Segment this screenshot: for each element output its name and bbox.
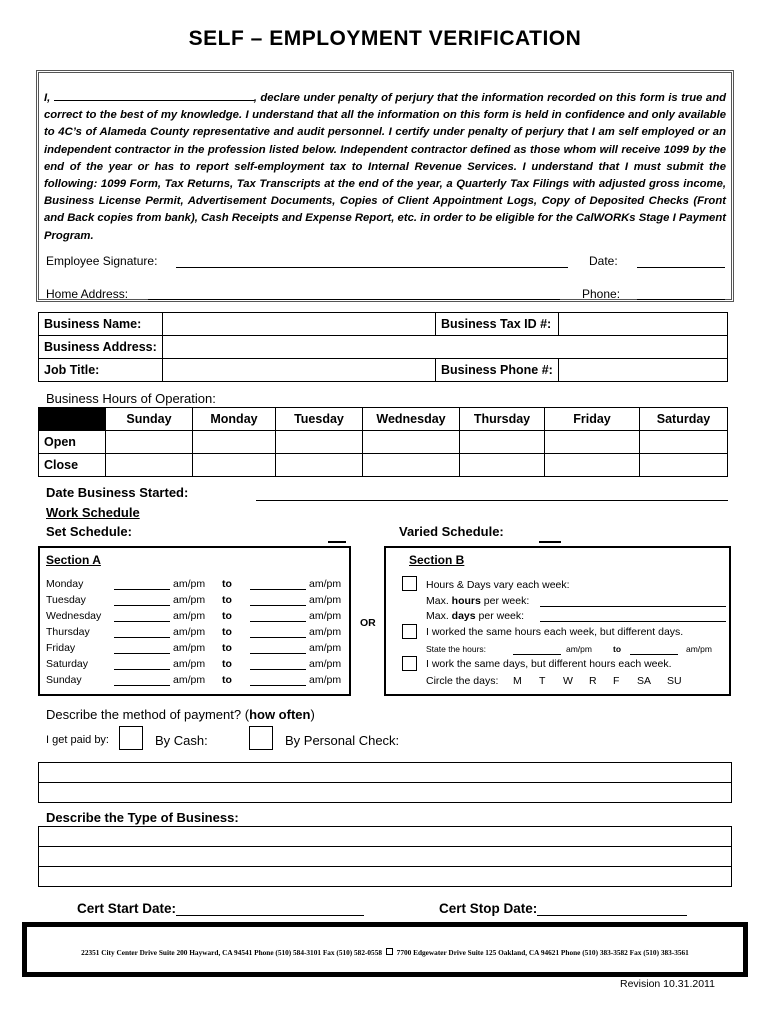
section-a-ampm-from: am/pm [173, 642, 206, 654]
same-hours-label: I worked the same hours each week, but different days. [426, 626, 684, 638]
state-hours-ampm-2: am/pm [686, 644, 712, 654]
business-type-label: Describe the Type of Business: [46, 810, 239, 825]
section-a-to: to [222, 626, 232, 638]
open-sunday-cell[interactable] [106, 431, 193, 454]
max-hours-field[interactable] [540, 606, 726, 607]
section-a-from-field[interactable] [114, 669, 170, 670]
section-a-row [46, 674, 346, 689]
section-a-ampm-to: am/pm [309, 594, 342, 606]
circle-day-option[interactable]: W [563, 675, 573, 687]
section-a-from-field[interactable] [114, 605, 170, 606]
business-name-field[interactable] [163, 313, 436, 336]
section-a-ampm-from: am/pm [173, 658, 206, 670]
payment-question [46, 707, 315, 722]
max-days-suffix: per week: [475, 610, 525, 622]
business-tax-id-label: Business Tax ID #: [436, 313, 559, 336]
state-hours-ampm-1: am/pm [566, 644, 592, 654]
section-a-day-label: Thursday [46, 626, 90, 638]
date-field[interactable] [637, 267, 725, 268]
close-saturday-cell[interactable] [640, 454, 728, 477]
payment-line-2[interactable] [39, 783, 732, 803]
date-started-field[interactable] [256, 500, 728, 501]
open-label: Open [39, 431, 106, 454]
same-days-label: I work the same days, but different hours each week. [426, 658, 672, 670]
section-a-row [46, 610, 346, 625]
section-a-row [46, 642, 346, 657]
page-title: SELF – EMPLOYMENT VERIFICATION [188, 27, 582, 50]
section-a-to: to [222, 610, 232, 622]
section-a-ampm-to: am/pm [309, 642, 342, 654]
close-label: Close [39, 454, 106, 477]
max-hours-prefix: Max. [426, 595, 452, 607]
section-a-row [46, 594, 346, 609]
close-sunday-cell[interactable] [106, 454, 193, 477]
section-a-to-field[interactable] [250, 637, 306, 638]
section-a-to: to [222, 594, 232, 606]
circle-day-option[interactable]: R [589, 675, 597, 687]
by-check-label: By Personal Check: [285, 733, 400, 748]
day-header-wednesday: Wednesday [363, 408, 460, 431]
home-address-field[interactable] [148, 299, 560, 300]
section-a-ampm-to: am/pm [309, 658, 342, 670]
set-schedule-label: Set Schedule: [46, 524, 132, 539]
circle-day-option[interactable]: T [539, 675, 546, 687]
day-header-monday: Monday [193, 408, 276, 431]
state-hours-from-field[interactable] [513, 654, 561, 655]
business-type-line-2[interactable] [39, 847, 732, 867]
section-a-day-label: Monday [46, 578, 84, 590]
section-a-row [46, 658, 346, 673]
footer-office-hayward: 22351 City Center Drive Suite 200 Hayward, CA 94541 Phone (510) 584-3101 Fax (510) 582-0558 [81, 948, 383, 957]
section-a-day-label: Friday [46, 642, 76, 654]
check-checkbox[interactable] [249, 726, 273, 750]
state-hours-label: State the hours: [426, 644, 487, 654]
close-thursday-cell[interactable] [460, 454, 545, 477]
business-type-line-3[interactable] [39, 867, 732, 887]
section-a-ampm-to: am/pm [309, 626, 342, 638]
section-a-day-label: Saturday [46, 658, 89, 670]
open-thursday-cell[interactable] [460, 431, 545, 454]
open-monday-cell[interactable] [193, 431, 276, 454]
business-phone-field[interactable] [559, 359, 728, 382]
section-a-ampm-from: am/pm [173, 626, 206, 638]
date-label: Date: [589, 254, 618, 268]
business-address-field[interactable] [163, 336, 728, 359]
declaration-prefix: I, [44, 92, 51, 104]
payment-question-suffix: ) [310, 707, 315, 722]
open-friday-cell[interactable] [545, 431, 640, 454]
section-a-from-field[interactable] [114, 589, 170, 590]
business-tax-id-field[interactable] [559, 313, 728, 336]
hours-heading: Business Hours of Operation: [46, 391, 216, 406]
circle-day-option[interactable]: SU [667, 675, 682, 687]
hours-corner [39, 408, 106, 431]
state-hours-to-field[interactable] [630, 654, 678, 655]
job-title-field[interactable] [163, 359, 436, 382]
section-a-to-field[interactable] [250, 685, 306, 686]
open-wednesday-cell[interactable] [363, 431, 460, 454]
close-wednesday-cell[interactable] [363, 454, 460, 477]
paid-by-label: I get paid by: [46, 734, 109, 746]
close-tuesday-cell[interactable] [276, 454, 363, 477]
footer-box-icon [386, 948, 393, 955]
business-address-label: Business Address: [39, 336, 163, 359]
home-address-label: Home Address: [46, 287, 129, 301]
close-friday-cell[interactable] [545, 454, 640, 477]
revision-label: Revision 10.31.2011 [620, 978, 715, 990]
section-a-from-field[interactable] [114, 637, 170, 638]
varied-schedule-check[interactable] [539, 541, 561, 543]
cash-checkbox[interactable] [119, 726, 143, 750]
section-a-ampm-to: am/pm [309, 610, 342, 622]
section-a-ampm-to: am/pm [309, 674, 342, 686]
max-days-bold: days [451, 610, 476, 622]
declaration-text [44, 89, 726, 245]
vary-checkbox[interactable] [402, 576, 417, 591]
max-days-prefix: Max. [426, 610, 452, 622]
business-name-label: Business Name: [39, 313, 163, 336]
payment-question-prefix: Describe the method of payment? ( [46, 707, 250, 722]
section-a-to-field[interactable] [250, 669, 306, 670]
section-a-ampm-from: am/pm [173, 594, 206, 606]
max-hours-label [426, 595, 529, 607]
section-a-to: to [222, 674, 232, 686]
section-a-title: Section A [46, 553, 101, 567]
section-a-to-field[interactable] [250, 605, 306, 606]
section-a-to-field[interactable] [250, 653, 306, 654]
day-header-tuesday: Tuesday [276, 408, 363, 431]
cert-start-field[interactable] [176, 915, 364, 916]
work-schedule-heading: Work Schedule [46, 505, 140, 520]
circle-day-option[interactable]: M [513, 675, 522, 687]
section-a-day-label: Wednesday [46, 610, 102, 622]
open-tuesday-cell[interactable] [276, 431, 363, 454]
day-header-thursday: Thursday [460, 408, 545, 431]
same-days-checkbox[interactable] [402, 656, 417, 671]
section-a-row [46, 626, 346, 641]
business-type-line-1[interactable] [39, 827, 732, 847]
hours-table [38, 407, 728, 477]
date-started-label: Date Business Started: [46, 485, 189, 500]
phone-field[interactable] [637, 299, 725, 300]
open-saturday-cell[interactable] [640, 431, 728, 454]
employee-signature-field[interactable] [176, 267, 568, 268]
payment-question-bold: how often [249, 707, 311, 722]
job-title-label: Job Title: [39, 359, 163, 382]
payment-lines [38, 762, 732, 803]
section-a-ampm-to: am/pm [309, 578, 342, 590]
section-a-day-label: Sunday [46, 674, 82, 686]
circle-days-label: Circle the days: [426, 675, 499, 687]
cert-start-label: Cert Start Date: [77, 901, 177, 916]
close-monday-cell[interactable] [193, 454, 276, 477]
max-days-label [426, 610, 524, 622]
business-type-lines [38, 826, 732, 887]
section-a-from-field[interactable] [114, 685, 170, 686]
hours-days-vary-label: Hours & Days vary each week: [426, 579, 570, 591]
section-a-row [46, 578, 346, 593]
max-hours-suffix: per week: [480, 595, 530, 607]
max-days-field[interactable] [540, 621, 726, 622]
payment-line-1[interactable] [39, 763, 732, 783]
footer-office-oakland: 7700 Edgewater Drive Suite 125 Oakland, CA 94621 Phone (510) 383-3582 Fax (510) 383-3561 [396, 948, 689, 957]
business-phone-label: Business Phone #: [436, 359, 559, 382]
section-a-to: to [222, 642, 232, 654]
section-a-to-field[interactable] [250, 621, 306, 622]
state-hours-to: to [613, 644, 622, 654]
section-a-to-field[interactable] [250, 589, 306, 590]
by-cash-label: By Cash: [155, 733, 208, 748]
cert-stop-field[interactable] [537, 915, 687, 916]
or-label: OR [360, 617, 376, 629]
section-a-ampm-from: am/pm [173, 610, 206, 622]
section-a-to: to [222, 578, 232, 590]
same-hours-checkbox[interactable] [402, 624, 417, 639]
day-header-friday: Friday [545, 408, 640, 431]
footer-addresses [22, 948, 748, 957]
section-a-from-field[interactable] [114, 621, 170, 622]
declaration-body: , declare under penalty of perjury that the information recorded on this form is true and correct to the best of my knowledge. I understand that all the information on this form is held in confidence and only available to 4C’s of Alameda County representative and audit personnel. I certify under penalty of perjury that I am self employed or an independent contractor in the profession listed below. Independent contractor defined as those whom will receive 1099 by the end of the year or has to report self-employment tax to Internal Revenue Services. I understand that I must submit the following: 1099 Form, Tax Returns, Tax Transcripts at the end of the year, a Quarterly Tax Filings with adjusted gross income, Business License Permit, Advertisement Documents, Copies of Client Appointment Logs, Copy of Deposited Checks (Front and Back copies from bank), Cash Receipts and Expense Report, etc. in order to be eligible for the CalWORKs Stage I Payment Program. [44, 92, 726, 242]
employee-signature-label: Employee Signature: [46, 254, 158, 268]
section-a-from-field[interactable] [114, 653, 170, 654]
circle-day-option[interactable]: F [613, 675, 620, 687]
section-a-day-label: Tuesday [46, 594, 86, 606]
day-header-saturday: Saturday [640, 408, 728, 431]
max-hours-bold: hours [451, 595, 481, 607]
declarant-name-field[interactable] [54, 89, 254, 101]
varied-schedule-label: Varied Schedule: [399, 524, 504, 539]
section-a-ampm-from: am/pm [173, 674, 206, 686]
section-a-to: to [222, 658, 232, 670]
section-b-title: Section B [409, 553, 465, 567]
phone-label: Phone: [582, 287, 621, 301]
day-header-sunday: Sunday [106, 408, 193, 431]
set-schedule-check[interactable] [328, 541, 346, 543]
section-a-ampm-from: am/pm [173, 578, 206, 590]
business-info-table [38, 312, 728, 382]
cert-stop-label: Cert Stop Date: [439, 901, 538, 916]
circle-day-option[interactable]: SA [637, 675, 652, 687]
